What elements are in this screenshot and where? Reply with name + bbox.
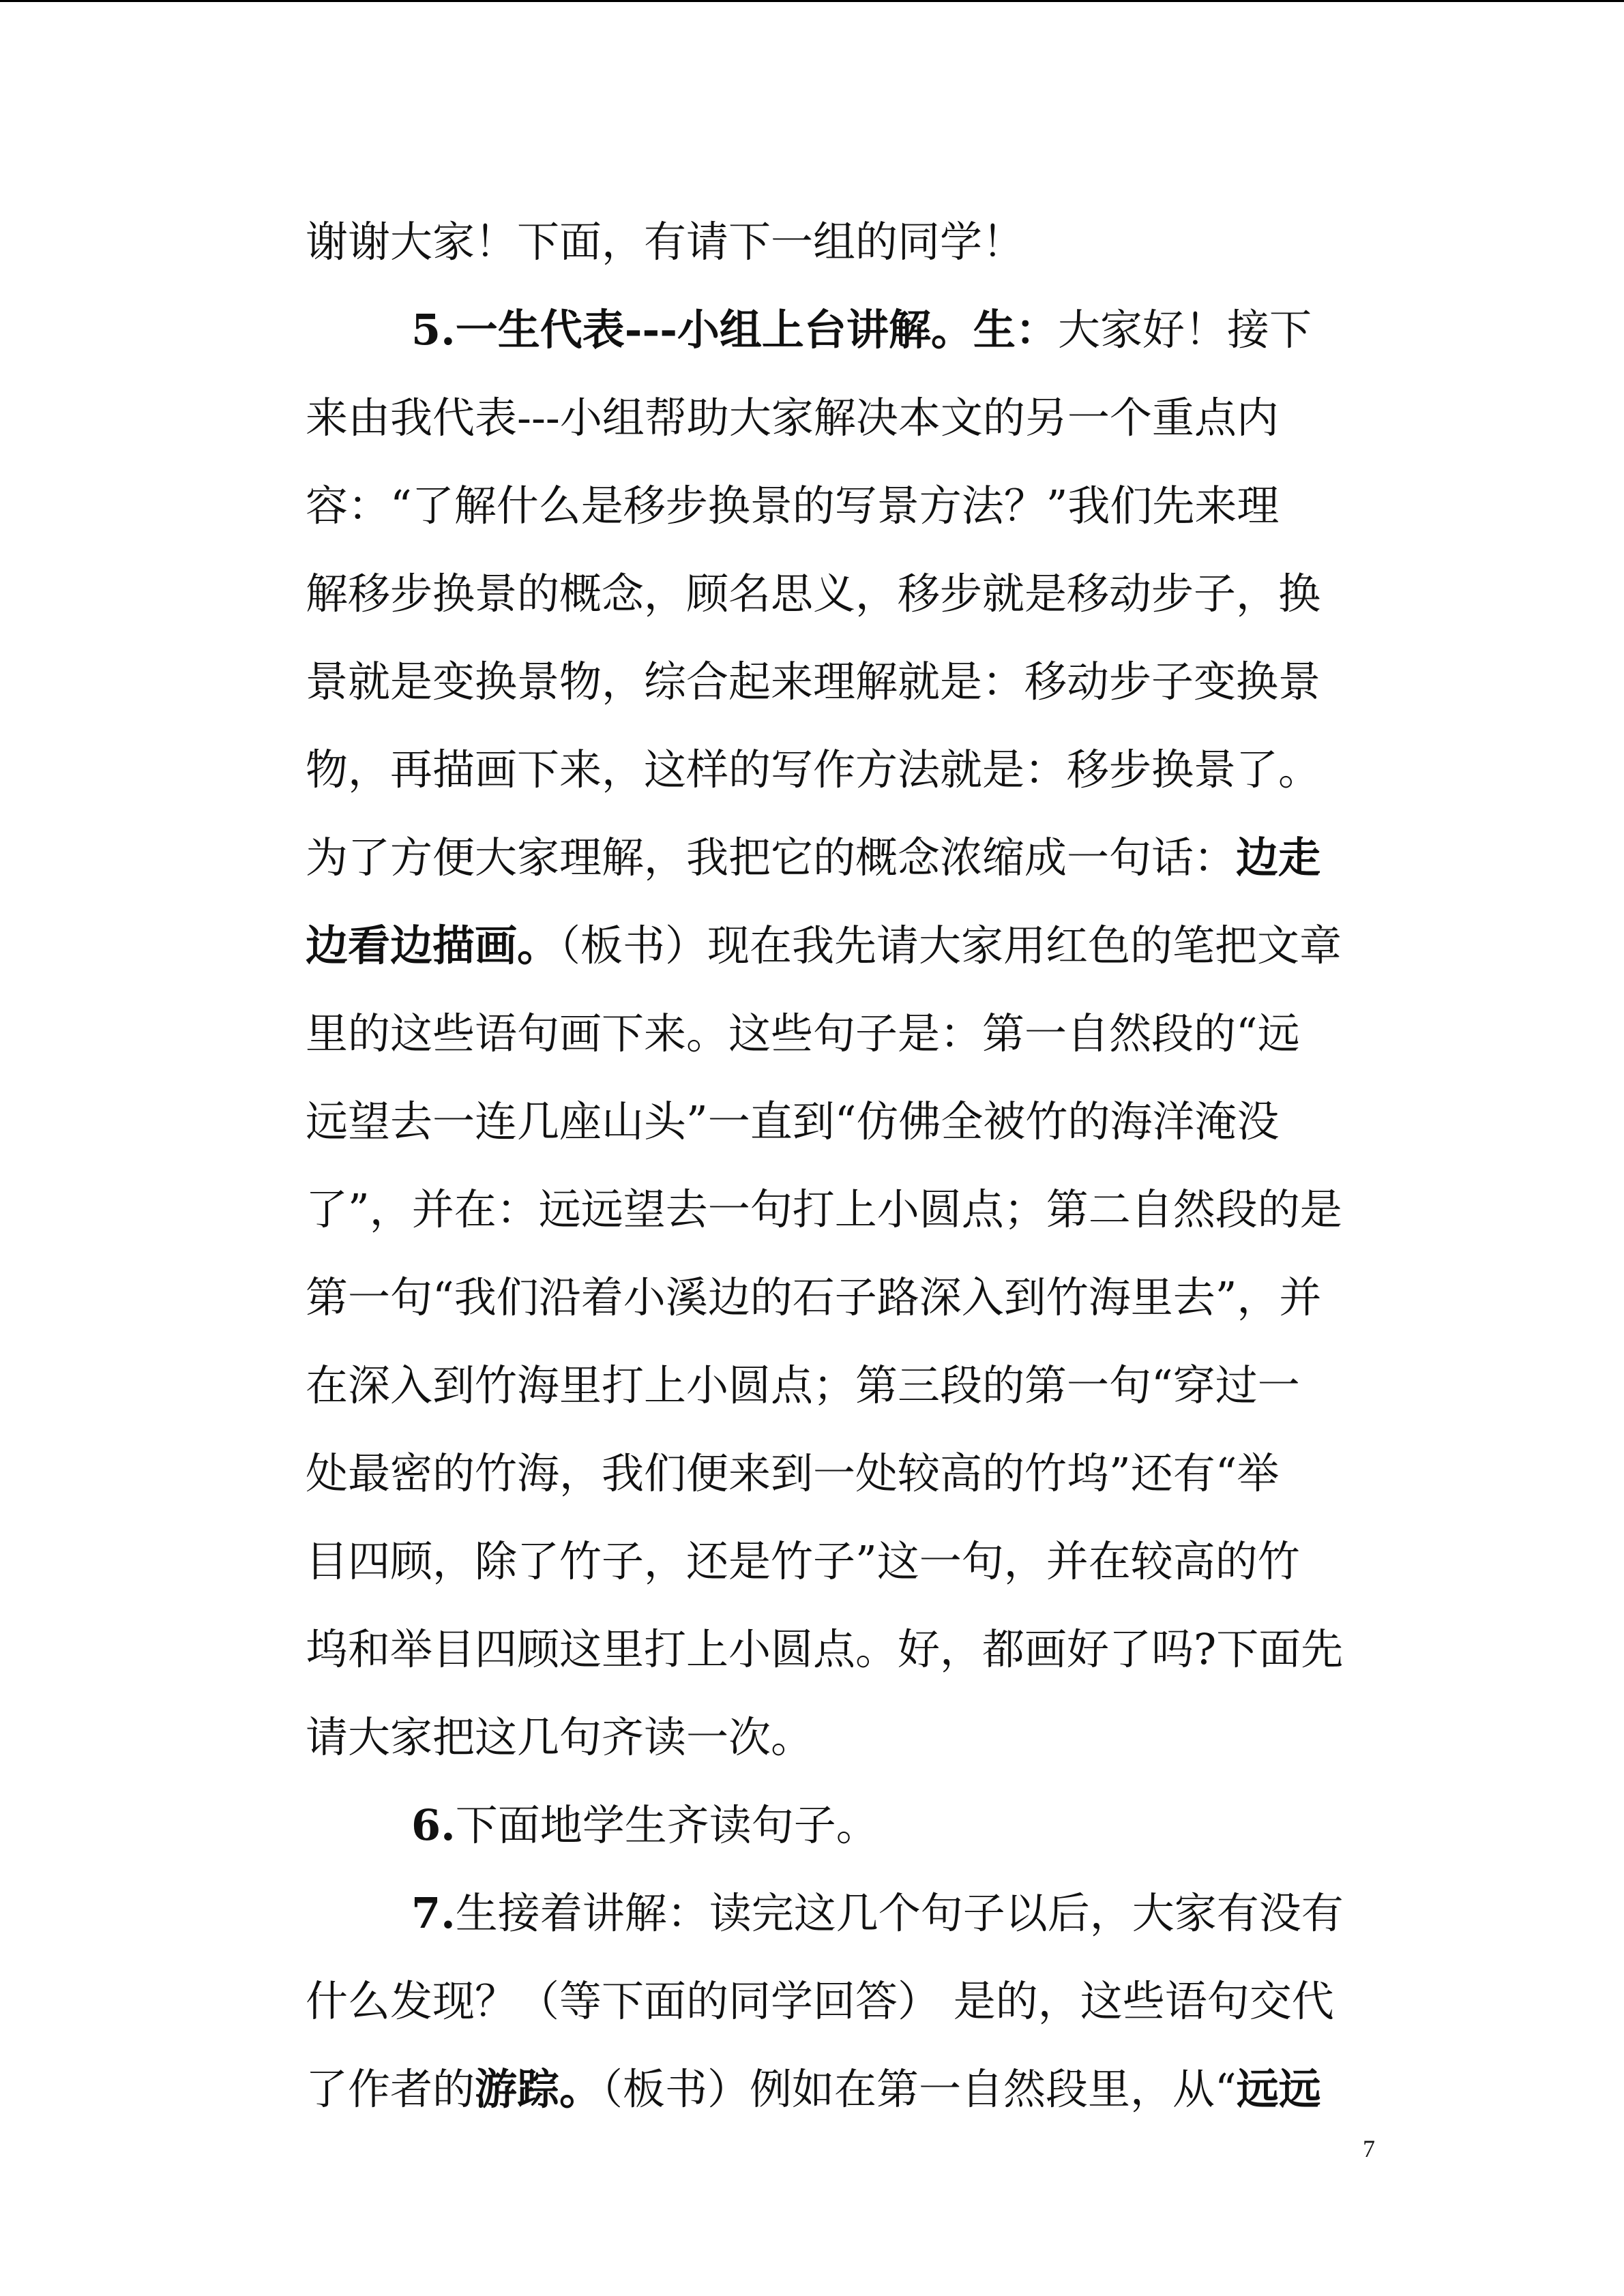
paragraph-line <box>306 1077 1397 1165</box>
paragraph-line <box>306 286 1397 374</box>
line-text: 在深入到竹海里打上小圆点；第三段的第一句“穿过一 <box>306 1360 1300 1410</box>
line-text: 谢谢大家！下面，有请下一组的同学！ <box>306 217 1025 267</box>
bold-phrase: 边看边描画。 <box>306 921 560 970</box>
line-text: 了作者的 <box>306 2064 475 2114</box>
paragraph-line <box>306 638 1397 726</box>
paragraph-line <box>306 2045 1397 2133</box>
line-text: 第一句“我们沿着小溪边的石子路深入到竹海里去”，并 <box>306 1272 1322 1322</box>
paragraph-line <box>306 1517 1397 1605</box>
step-number: 7. <box>411 1888 456 1938</box>
line-text: 什么发现？（等下面的同学回答） 是的，这些语句交代 <box>306 1976 1334 2026</box>
paragraph-line <box>306 1869 1397 1957</box>
paragraph-line <box>306 726 1397 814</box>
paragraph-line <box>306 1605 1397 1693</box>
paragraph-line <box>306 814 1397 901</box>
top-border <box>0 0 1624 2</box>
line-text: 下面地学生齐读句子。 <box>455 1800 879 1850</box>
line-text: 里的这些语句画下来。这些句子是：第一自然段的“远 <box>306 1009 1300 1058</box>
line-text: 容：“了解什么是移步换景的写景方法？”我们先来理 <box>306 481 1280 531</box>
line-text: （板书）例如在第一自然段里，从“ <box>602 2064 1237 2114</box>
paragraph-line <box>306 989 1397 1077</box>
paragraph-line <box>306 1253 1397 1341</box>
line-text: 物，再描画下来，这样的写作方法就是：移步换景了。 <box>306 745 1321 794</box>
line-text: 处最密的竹海，我们便来到一处较高的竹坞”还有“举 <box>306 1448 1280 1498</box>
line-text: 为了方便大家理解，我把它的概念浓缩成一句话： <box>306 833 1237 882</box>
bold-phrase: 游踪。 <box>475 2064 602 2114</box>
paragraph-line <box>306 1693 1397 1781</box>
line-text: 解移步换景的概念，顾名思义，移步就是移动步子，换 <box>306 569 1321 618</box>
paragraph-line <box>306 901 1397 989</box>
line-text: 生接着讲解：读完这几个句子以后，大家有没有 <box>455 1888 1344 1938</box>
paragraph-line <box>306 1957 1397 2045</box>
step-heading: 5.一生代表---小组上台讲解。生： <box>411 305 1058 355</box>
line-text: 远望去一连几座山头”一直到“仿佛全被竹的海洋淹没 <box>306 1097 1280 1146</box>
page-number: 7 <box>1363 2135 1375 2162</box>
paragraph-line <box>306 198 1397 286</box>
paragraph-line <box>306 1341 1397 1429</box>
paragraph-line <box>306 462 1397 550</box>
line-text: 目四顾，除了竹子，还是竹子”这一句，并在较高的竹 <box>306 1536 1300 1586</box>
line-text: 大家好！接下 <box>1057 305 1312 355</box>
line-text: 了”，并在：远远望去一句打上小圆点；第二自然段的是 <box>306 1184 1342 1234</box>
document-body <box>306 198 1397 2133</box>
paragraph-line <box>306 1781 1397 1869</box>
paragraph-line <box>306 374 1397 462</box>
step-number: 6. <box>411 1800 456 1850</box>
bold-phrase: 远远 <box>1236 2064 1321 2114</box>
paragraph-line <box>306 550 1397 638</box>
line-text: 请大家把这几句齐读一次。 <box>306 1712 814 1762</box>
line-text: 景就是变换景物，综合起来理解就是：移动步子变换景 <box>306 657 1321 706</box>
line-text: 坞和举目四顾这里打上小圆点。好，都画好了吗?下面先 <box>306 1624 1344 1674</box>
line-text: （板书）现在我先请大家用红色的笔把文章 <box>559 921 1342 970</box>
line-text: 来由我代表---小组帮助大家解决本文的另一个重点内 <box>306 393 1279 443</box>
paragraph-line <box>306 1429 1397 1517</box>
paragraph-line <box>306 1165 1397 1253</box>
bold-phrase: 边走 <box>1236 833 1321 882</box>
